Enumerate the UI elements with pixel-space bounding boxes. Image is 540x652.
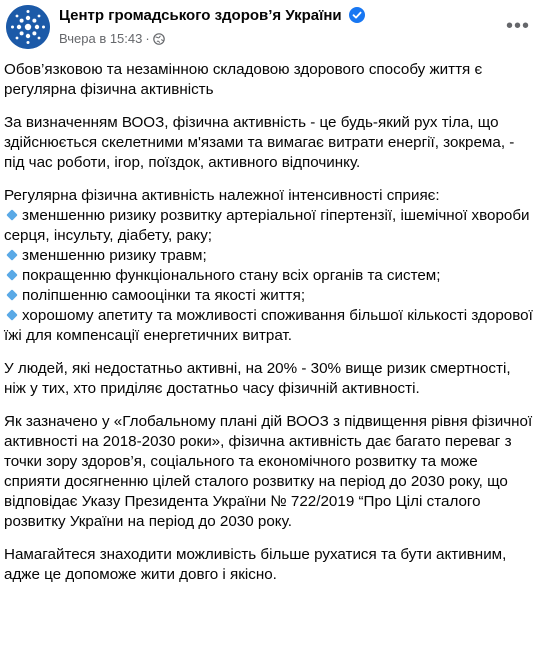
list-item bbox=[4, 206, 534, 246]
post-body bbox=[4, 60, 534, 585]
small-blue-diamond-icon bbox=[6, 250, 17, 261]
meta-separator: · bbox=[145, 31, 150, 46]
list-item bbox=[4, 286, 534, 306]
list-item bbox=[4, 306, 534, 346]
post-meta bbox=[59, 30, 165, 48]
list-item bbox=[4, 246, 534, 266]
page-name-row bbox=[59, 6, 365, 26]
more-options-button[interactable] bbox=[500, 8, 536, 44]
small-blue-diamond-icon bbox=[6, 270, 17, 281]
small-blue-diamond-icon bbox=[6, 210, 17, 221]
verified-badge-icon bbox=[349, 7, 365, 23]
list-item bbox=[4, 266, 534, 286]
list-item-text: хорошому апетиту та можливості споживання більшої кількості здорової їжі для компенсації енергетичних витрат. bbox=[4, 307, 533, 344]
list-item-text: зменшенню ризику травм; bbox=[22, 247, 207, 264]
small-blue-diamond-icon bbox=[6, 290, 17, 301]
paragraph-intro: Обов’язковою та незамінною складовою здорового способу життя є регулярна фізична активність bbox=[4, 61, 483, 98]
list-item-text: поліпшенню самооцінки та якості життя; bbox=[22, 287, 306, 304]
paragraph-definition: За визначенням ВООЗ, фізична активність - це будь-який рух тіла, що здійснюється скелетними м'язами та вимагає витрати енергії, зокрема, - під час роботи, ігор, поїздок, активного відпочинку. bbox=[4, 114, 515, 171]
paragraph-mortality-risk: У людей, які недостатньо активні, на 20% - 30% вище ризик смертності, ніж у тих, хто приділяє достатньо часу фізичній активності. bbox=[4, 360, 511, 397]
small-blue-diamond-icon bbox=[6, 310, 17, 321]
page-avatar[interactable] bbox=[6, 5, 50, 49]
page-name-link[interactable]: Центр громадського здоров’я України bbox=[59, 7, 342, 24]
more-horizontal-icon: ••• bbox=[505, 15, 530, 37]
benefits-intro: Регулярна фізична активність належної інтенсивності сприяє: bbox=[4, 187, 440, 204]
globe-icon[interactable] bbox=[153, 32, 165, 44]
public-health-logo-icon bbox=[6, 5, 50, 49]
paragraph-who-plan: Як зазначено у «Глобальному плані дій ВООЗ з підвищення рівня фізичної активності на 2018-2030 роки», фізична активність дає багато переваг з точки зору здоров’я, соціального та економічного розвитку та може сприяти досягненню цілей сталого розвитку на період до 2030 року, що відповідає Указу Президента України № 722/2019 “Про Цілі сталого розвитку України на період до 2030 року. bbox=[4, 413, 533, 530]
benefits-list bbox=[4, 186, 534, 346]
list-item-text: зменшенню ризику розвитку артеріальної гіпертензії, ішемічної хвороби серця, інсульту, діабету, раку; bbox=[4, 207, 530, 244]
post-header bbox=[0, 0, 540, 56]
post-timestamp[interactable]: Вчера в 15:43 bbox=[59, 31, 143, 46]
list-item-text: покращенню функціонального стану всіх органів та систем; bbox=[22, 267, 441, 284]
paragraph-call-to-action: Намагайтеся знаходити можливість більше рухатися та бути активним, адже це допоможе жити довго і якісно. bbox=[4, 546, 507, 583]
